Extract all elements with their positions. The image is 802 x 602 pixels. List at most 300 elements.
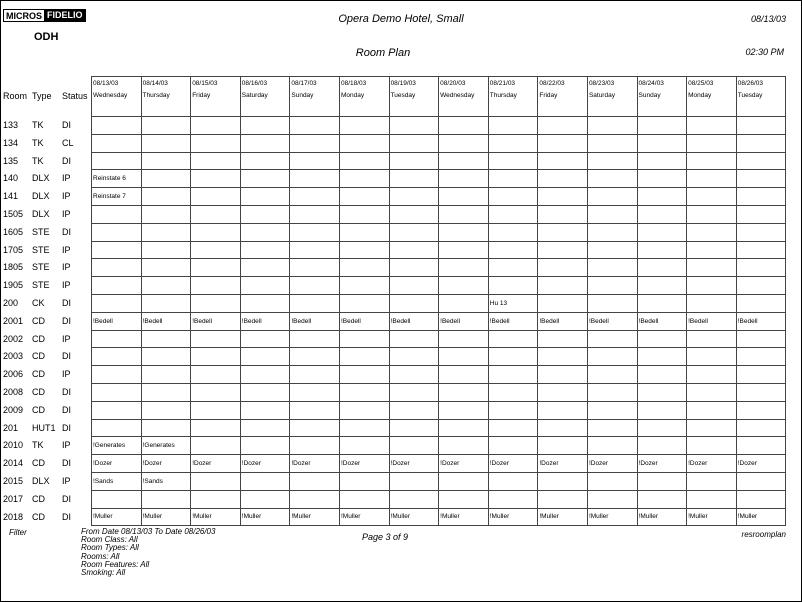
plan-cell: [191, 383, 241, 401]
plan-cell: [240, 117, 290, 135]
plan-cell: [687, 472, 737, 490]
room-status: DI: [62, 387, 71, 397]
plan-cell: [141, 188, 191, 206]
room-status: DI: [62, 404, 71, 415]
plan-cell: [141, 419, 191, 437]
plan-cell: [488, 330, 538, 348]
plan-cell: [439, 152, 489, 170]
plan-cell: [538, 419, 588, 437]
hotel-name: Opera Demo Hotel, Small: [338, 13, 464, 25]
room-status: DI: [62, 155, 71, 166]
plan-cell: [389, 259, 439, 277]
plan-cell: [538, 170, 588, 188]
plan-cell: [637, 383, 687, 401]
plan-cell: [389, 188, 439, 206]
plan-cell: [191, 277, 241, 295]
table-row: [92, 348, 786, 366]
plan-cell: [389, 277, 439, 295]
plan-cell: !Muller: [538, 508, 588, 526]
date-label: 08/25/03: [688, 80, 714, 87]
table-row: [92, 205, 786, 223]
plan-cell: [538, 348, 588, 366]
plan-cell: [389, 472, 439, 490]
plan-cell: !Muller: [488, 508, 538, 526]
plan-cell: [191, 366, 241, 384]
date-label: 08/22/03: [539, 80, 565, 87]
filter-label: Filter: [9, 528, 27, 537]
room-number: 1905: [3, 280, 24, 291]
plan-cell: [339, 366, 389, 384]
room-number: 2017: [3, 493, 24, 504]
plan-cell: [439, 330, 489, 348]
column-header-room: Room: [3, 91, 28, 101]
plan-cell: !Dozer: [191, 455, 241, 473]
day-label: Wednesday: [440, 92, 475, 99]
plan-cell: [637, 294, 687, 312]
filter-line: Room Features: All: [81, 559, 150, 569]
plan-cell: [290, 277, 340, 295]
room-status: DI: [62, 315, 71, 326]
plan-cell: [687, 383, 737, 401]
plan-cell: [191, 188, 241, 206]
plan-cell: !Generates: [141, 437, 191, 455]
room-type: CD: [32, 387, 45, 397]
day-label: Thursday: [489, 92, 517, 99]
plan-cell: [687, 419, 737, 437]
plan-cell: [141, 170, 191, 188]
day-label: Friday: [539, 92, 558, 99]
plan-cell: [538, 117, 588, 135]
plan-cell: [339, 259, 389, 277]
plan-cell: [637, 170, 687, 188]
room-number: 133: [3, 120, 19, 130]
plan-cell: [290, 117, 340, 135]
plan-cell: [587, 223, 637, 241]
plan-cell: [339, 330, 389, 348]
plan-cell: [389, 294, 439, 312]
plan-cell: [389, 490, 439, 508]
plan-cell: [439, 134, 489, 152]
plan-cell: [439, 205, 489, 223]
table-row: [92, 241, 786, 259]
room-number: 2001: [3, 315, 24, 326]
date-label: 08/17/03: [291, 80, 317, 87]
plan-cell: [637, 188, 687, 206]
date-header: [141, 77, 191, 117]
plan-cell: [141, 117, 191, 135]
room-number: 1805: [3, 262, 24, 273]
plan-cell: [687, 170, 737, 188]
room-number: 2003: [3, 351, 24, 362]
plan-cell: [736, 117, 786, 135]
plan-cell: [339, 401, 389, 419]
plan-cell: [191, 223, 241, 241]
plan-cell: [637, 259, 687, 277]
plan-cell: [637, 277, 687, 295]
day-label: Monday: [340, 92, 365, 99]
plan-cell: [339, 437, 389, 455]
plan-cell: [191, 472, 241, 490]
plan-cell: [637, 241, 687, 259]
plan-cell: [637, 366, 687, 384]
plan-cell: [191, 259, 241, 277]
plan-cell: [290, 152, 340, 170]
plan-cell: [240, 472, 290, 490]
plan-cell: [290, 294, 340, 312]
table-row: [92, 472, 786, 490]
plan-cell: [339, 383, 389, 401]
plan-cell: [736, 366, 786, 384]
plan-cell: !Dozer: [339, 455, 389, 473]
plan-cell: [240, 152, 290, 170]
plan-cell: [488, 188, 538, 206]
date-label: 08/15/03: [192, 80, 218, 87]
page-number: Page 3 of 9: [361, 532, 409, 542]
plan-cell: Reinstate 7: [92, 188, 142, 206]
plan-cell: [488, 419, 538, 437]
plan-cell: [439, 383, 489, 401]
room-number: 140: [3, 173, 19, 184]
table-row: [92, 419, 786, 437]
plan-cell: !Sands: [141, 472, 191, 490]
plan-cell: [488, 437, 538, 455]
room-type: CD: [32, 493, 45, 504]
plan-cell: [538, 383, 588, 401]
plan-cell: [687, 366, 737, 384]
plan-cell: [339, 205, 389, 223]
room-number: 200: [3, 298, 19, 308]
plan-cell: [290, 366, 340, 384]
room-status: CL: [62, 137, 74, 148]
plan-cell: [339, 223, 389, 241]
date-label: 08/16/03: [241, 80, 268, 87]
plan-cell: [687, 117, 737, 135]
room-plan-grid: [91, 76, 786, 526]
room-status: IP: [62, 191, 71, 202]
date-header: [290, 77, 340, 117]
plan-cell: [488, 259, 538, 277]
plan-cell: [538, 205, 588, 223]
date-header: [637, 77, 687, 117]
room-number: 1705: [3, 244, 24, 255]
plan-cell: [488, 366, 538, 384]
plan-cell: [290, 383, 340, 401]
table-row: [92, 330, 786, 348]
table-row: [92, 490, 786, 508]
plan-cell: [587, 366, 637, 384]
plan-cell: [687, 134, 737, 152]
room-number: 2014: [3, 458, 24, 469]
plan-cell: [587, 259, 637, 277]
plan-cell: [736, 437, 786, 455]
plan-cell: [637, 348, 687, 366]
plan-cell: [736, 277, 786, 295]
table-row: [92, 508, 786, 526]
plan-cell: !Bedell: [587, 312, 637, 330]
plan-cell: !Muller: [141, 508, 191, 526]
plan-cell: Hu 13: [488, 294, 538, 312]
plan-cell: [290, 241, 340, 259]
plan-cell: !Bedell: [339, 312, 389, 330]
plan-cell: [587, 490, 637, 508]
print-date: 08/13/03: [750, 14, 786, 24]
plan-cell: [92, 419, 142, 437]
plan-cell: [687, 223, 737, 241]
plan-cell: [240, 383, 290, 401]
plan-cell: !Bedell: [439, 312, 489, 330]
plan-cell: [587, 383, 637, 401]
date-header: [191, 77, 241, 117]
filter-line: Room Class: All: [81, 535, 138, 545]
plan-cell: !Dozer: [389, 455, 439, 473]
date-header: [687, 77, 737, 117]
plan-cell: [587, 277, 637, 295]
table-row: [92, 312, 786, 330]
plan-cell: [637, 205, 687, 223]
plan-cell: [339, 170, 389, 188]
plan-cell: [488, 401, 538, 419]
plan-cell: [240, 170, 290, 188]
plan-cell: [538, 401, 588, 419]
room-status: IP: [62, 173, 71, 184]
plan-cell: [538, 277, 588, 295]
plan-cell: [488, 383, 538, 401]
filter-line: Room Types: All: [81, 543, 139, 553]
table-row: [92, 401, 786, 419]
room-number: 2015: [3, 476, 24, 486]
room-number: 1605: [3, 226, 24, 237]
report-name: resroomplan: [741, 530, 786, 539]
plan-cell: [736, 170, 786, 188]
room-type: HUT1: [32, 422, 56, 433]
plan-cell: [141, 277, 191, 295]
plan-cell: [439, 490, 489, 508]
plan-cell: [439, 366, 489, 384]
plan-cell: [141, 294, 191, 312]
plan-cell: !Bedell: [637, 312, 687, 330]
plan-cell: [389, 223, 439, 241]
plan-cell: !Dozer: [141, 455, 191, 473]
plan-cell: !Dozer: [488, 455, 538, 473]
room-status: IP: [62, 369, 71, 380]
plan-cell: [92, 223, 142, 241]
plan-cell: [439, 472, 489, 490]
room-status: DI: [62, 422, 71, 433]
plan-cell: [538, 152, 588, 170]
plan-cell: [191, 437, 241, 455]
plan-cell: !Muller: [637, 508, 687, 526]
plan-cell: !Bedell: [736, 312, 786, 330]
plan-cell: [191, 330, 241, 348]
plan-cell: [191, 170, 241, 188]
plan-cell: [488, 152, 538, 170]
plan-cell: [290, 188, 340, 206]
plan-cell: [637, 117, 687, 135]
room-number: 2006: [3, 369, 24, 380]
date-label: 08/18/03: [340, 80, 367, 87]
day-label: Friday: [192, 92, 211, 99]
room-type: TK: [32, 137, 44, 148]
room-status: DI: [62, 226, 71, 237]
plan-cell: [439, 437, 489, 455]
plan-cell: [439, 259, 489, 277]
date-label: 08/23/03: [588, 80, 615, 87]
plan-cell: !Dozer: [587, 455, 637, 473]
date-header: [389, 77, 439, 117]
plan-cell: [687, 437, 737, 455]
room-type: CD: [32, 404, 45, 415]
plan-cell: [339, 348, 389, 366]
plan-cell: [141, 330, 191, 348]
plan-cell: !Dozer: [637, 455, 687, 473]
plan-cell: [290, 259, 340, 277]
plan-cell: [339, 152, 389, 170]
plan-cell: [587, 241, 637, 259]
plan-cell: [92, 383, 142, 401]
date-header: [587, 77, 637, 117]
room-status: IP: [62, 476, 71, 486]
plan-cell: [240, 134, 290, 152]
plan-cell: !Dozer: [687, 455, 737, 473]
plan-cell: [240, 259, 290, 277]
plan-cell: [587, 348, 637, 366]
plan-cell: [736, 188, 786, 206]
plan-cell: [389, 170, 439, 188]
plan-cell: [587, 401, 637, 419]
plan-cell: [240, 294, 290, 312]
plan-cell: [687, 241, 737, 259]
plan-cell: !Dozer: [290, 455, 340, 473]
plan-cell: [290, 348, 340, 366]
room-status: IP: [62, 262, 71, 273]
table-row: [92, 223, 786, 241]
date-label: 08/24/03: [638, 80, 664, 87]
day-label: Wednesday: [93, 92, 128, 99]
day-label: Thursday: [142, 92, 170, 99]
plan-cell: [439, 117, 489, 135]
plan-cell: [736, 401, 786, 419]
plan-cell: [389, 205, 439, 223]
plan-cell: [290, 437, 340, 455]
date-label: 08/13/03: [93, 80, 119, 87]
room-status: DI: [62, 458, 71, 469]
plan-cell: [141, 401, 191, 419]
plan-cell: [587, 117, 637, 135]
report-title: Room Plan: [355, 47, 411, 59]
plan-cell: [290, 472, 340, 490]
room-number: 2002: [3, 333, 24, 344]
plan-cell: [141, 134, 191, 152]
plan-cell: [191, 152, 241, 170]
plan-cell: [687, 259, 737, 277]
plan-cell: [92, 259, 142, 277]
day-label: Monday: [688, 92, 712, 99]
date-label: 08/14/03: [142, 80, 168, 87]
plan-cell: !Bedell: [389, 312, 439, 330]
plan-cell: [488, 490, 538, 508]
plan-cell: [587, 188, 637, 206]
plan-cell: [240, 401, 290, 419]
plan-cell: [736, 472, 786, 490]
room-number: 2010: [3, 440, 24, 451]
room-type: DLX: [32, 191, 50, 202]
room-number: 1505: [3, 209, 24, 219]
plan-cell: [92, 294, 142, 312]
date-header: [339, 77, 389, 117]
plan-cell: [240, 188, 290, 206]
table-row: [92, 383, 786, 401]
plan-cell: [538, 490, 588, 508]
date-header: [92, 77, 142, 117]
plan-cell: [339, 490, 389, 508]
room-number: 135: [3, 155, 19, 166]
plan-cell: [92, 348, 142, 366]
room-type: STE: [32, 262, 50, 273]
room-type: TK: [32, 155, 44, 166]
plan-cell: [240, 437, 290, 455]
plan-cell: [339, 188, 389, 206]
plan-cell: [637, 134, 687, 152]
room-type: DLX: [32, 209, 50, 219]
plan-cell: [538, 472, 588, 490]
plan-cell: [736, 134, 786, 152]
plan-cell: [538, 294, 588, 312]
plan-cell: [92, 366, 142, 384]
plan-cell: [587, 437, 637, 455]
date-header: [538, 77, 588, 117]
plan-cell: [637, 223, 687, 241]
plan-cell: [439, 294, 489, 312]
plan-cell: [637, 152, 687, 170]
plan-cell: [736, 490, 786, 508]
plan-cell: [240, 205, 290, 223]
day-label: Sunday: [638, 92, 661, 99]
plan-cell: [587, 294, 637, 312]
plan-cell: !Dozer: [439, 455, 489, 473]
plan-cell: !Muller: [290, 508, 340, 526]
plan-cell: [240, 490, 290, 508]
plan-cell: [488, 134, 538, 152]
property-code: ODH: [34, 31, 59, 43]
plan-cell: [538, 366, 588, 384]
plan-cell: [736, 241, 786, 259]
plan-cell: [736, 383, 786, 401]
plan-cell: !Dozer: [736, 455, 786, 473]
plan-cell: [290, 223, 340, 241]
plan-cell: !Bedell: [92, 312, 142, 330]
plan-cell: [240, 277, 290, 295]
table-row: [92, 188, 786, 206]
plan-cell: [141, 366, 191, 384]
plan-cell: [637, 472, 687, 490]
plan-cell: [141, 241, 191, 259]
plan-cell: [191, 490, 241, 508]
plan-cell: [687, 277, 737, 295]
plan-cell: [538, 223, 588, 241]
room-type: CD: [32, 315, 45, 326]
date-label: 08/21/03: [489, 80, 516, 87]
table-row: [92, 134, 786, 152]
plan-cell: !Dozer: [538, 455, 588, 473]
room-type: CD: [32, 511, 45, 522]
plan-cell: [488, 472, 538, 490]
room-status: DI: [62, 351, 71, 362]
room-status: IP: [62, 333, 71, 344]
plan-cell: [92, 330, 142, 348]
room-type: CD: [32, 333, 45, 344]
plan-cell: [637, 330, 687, 348]
date-header: [488, 77, 538, 117]
